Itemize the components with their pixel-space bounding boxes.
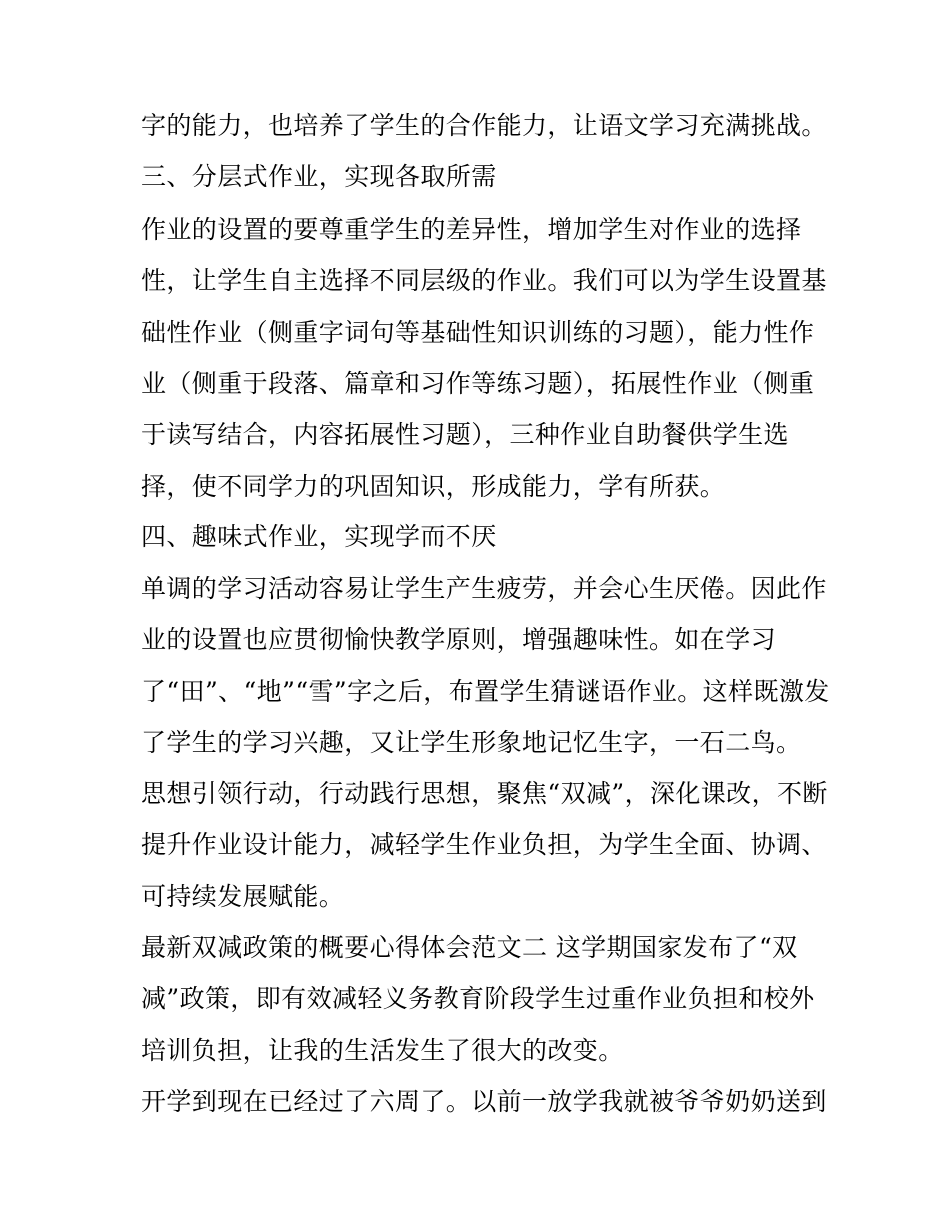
text-line: 提升作业设计能力，减轻学生作业负担，为学生全面、协调、 <box>141 830 827 859</box>
text-line: 开学到现在已经过了六周了。以前一放学我就被爷爷奶奶送到 <box>141 1087 827 1116</box>
text-line: 择，使不同学力的巩固知识，形成能力，学有所获。 <box>141 472 726 501</box>
text-line: 业（侧重于段落、篇章和习作等练习题），拓展性作业（侧重 <box>141 369 815 398</box>
text-line: 字的能力，也培养了学生的合作能力，让语文学习充满挑战。 <box>141 111 827 140</box>
text-line: 思想引领行动，行动践行思想，聚焦“双减”，深化课改，不断 <box>141 779 828 808</box>
text-line: 最新双减政策的概要心得体会范文二 这学期国家发布了“双 <box>141 933 798 962</box>
text-line: 于读写结合，内容拓展性习题），三种作业自助餐供学生选 <box>141 420 789 449</box>
text-line: 可持续发展赋能。 <box>141 882 345 911</box>
section-heading: 三、分层式作业，实现各取所需 <box>141 162 497 191</box>
text-line: 性，让学生自主选择不同层级的作业。我们可以为学生设置基 <box>141 266 827 295</box>
text-line: 了学生的学习兴趣，又让学生形象地记忆生字，一石二鸟。 <box>141 728 802 757</box>
section-heading: 四、趣味式作业，实现学而不厌 <box>141 522 497 551</box>
text-line: 单调的学习活动容易让学生产生疲劳，并会心生厌倦。因此作 <box>141 574 827 603</box>
text-line: 作业的设置的要尊重学生的差异性，增加学生对作业的选择 <box>141 215 802 244</box>
text-line: 业的设置也应贯彻愉快教学原则，增强趣味性。如在学习 <box>141 625 777 654</box>
text-line: 培训负担，让我的生活发生了很大的改变。 <box>141 1036 624 1065</box>
text-line: 减”政策，即有效减轻义务教育阶段学生过重作业负担和校外 <box>141 984 815 1013</box>
text-line: 础性作业（侧重字词句等基础性知识训练的习题），能力性作 <box>141 318 815 347</box>
text-line: 了“田”、“地”“雪”字之后，布置学生猜谜语作业。这样既激发 <box>141 677 830 706</box>
